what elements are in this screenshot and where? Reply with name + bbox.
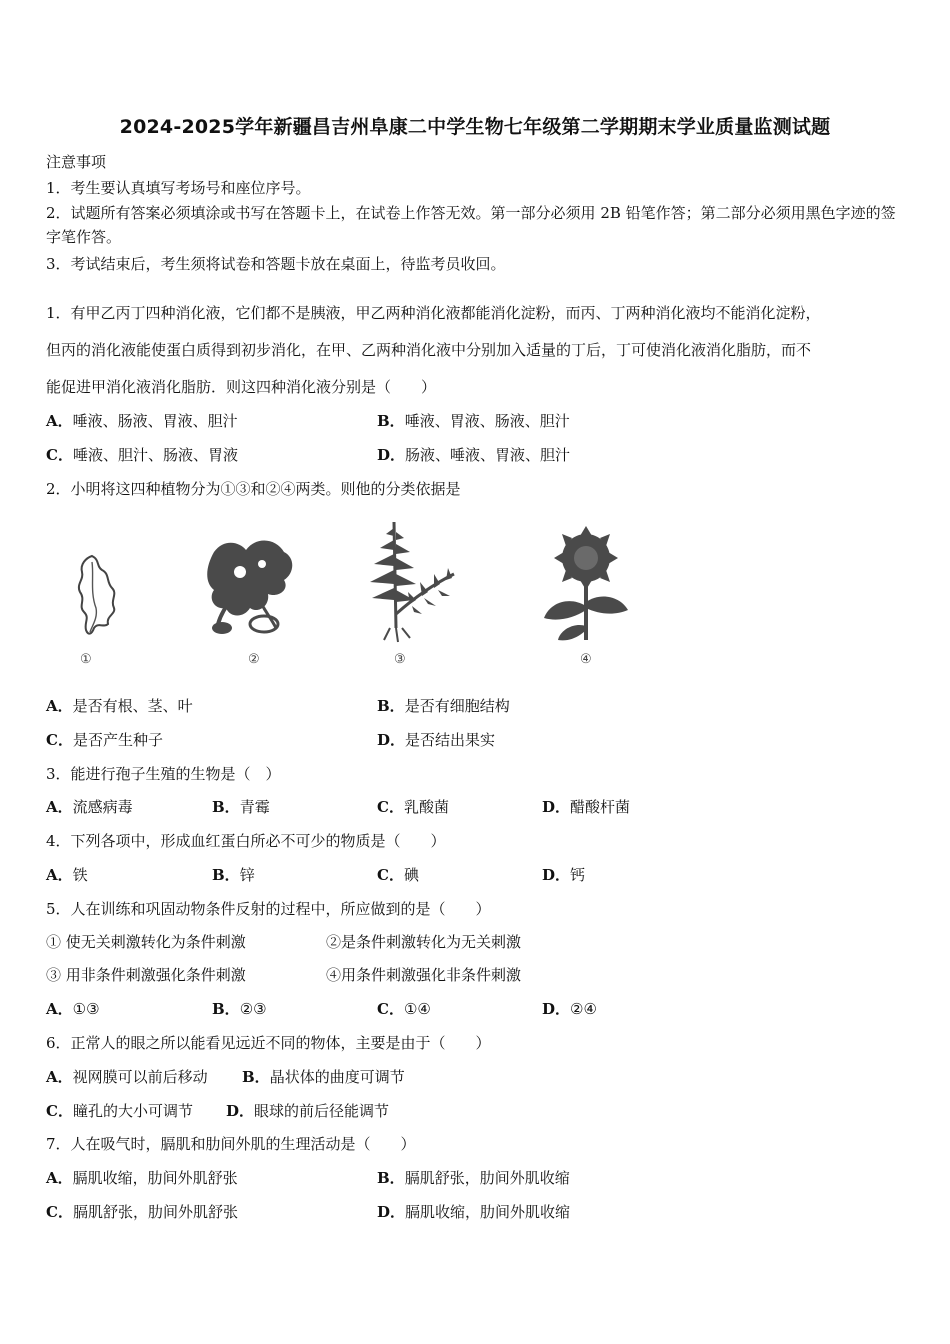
option-letter: B． bbox=[212, 1000, 240, 1018]
option-text: 视网膜可以前后移动 bbox=[72, 1068, 208, 1086]
plant-label-3: ③ bbox=[394, 652, 406, 667]
notice-item-1: 1．考生要认真填写考场号和座位序号。 bbox=[46, 179, 311, 197]
q5-statement-2: ②是条件刺激转化为无关刺激 bbox=[326, 933, 522, 951]
q3-option-d[interactable] bbox=[542, 796, 630, 817]
q1-option-b[interactable] bbox=[377, 410, 570, 431]
option-letter: C． bbox=[46, 1102, 73, 1120]
notice-heading: 注意事项 bbox=[46, 153, 107, 171]
q2-option-c[interactable] bbox=[46, 729, 163, 750]
option-letter: C． bbox=[377, 1000, 404, 1018]
option-text: 是否有细胞结构 bbox=[404, 697, 510, 715]
q2-option-d[interactable] bbox=[377, 729, 495, 750]
option-letter: C． bbox=[377, 798, 404, 816]
option-text: 膈肌舒张，肋间外肌舒张 bbox=[72, 1203, 238, 1221]
option-text: 流感病毒 bbox=[72, 798, 133, 816]
option-letter: A． bbox=[46, 1000, 73, 1018]
q5-statement-4: ④用条件刺激强化非条件刺激 bbox=[326, 966, 522, 984]
page-title: 2024-2025学年新疆昌吉州阜康二中学生物七年级第二学期期末学业质量监测试题 bbox=[119, 116, 831, 138]
option-text: 铁 bbox=[72, 866, 88, 884]
option-text: 晶状体的曲度可调节 bbox=[269, 1068, 405, 1086]
option-letter: B． bbox=[377, 697, 405, 715]
option-letter: D． bbox=[226, 1102, 255, 1120]
q6-option-a[interactable] bbox=[46, 1066, 208, 1087]
q1-option-a[interactable] bbox=[46, 410, 238, 431]
option-text: 青霉 bbox=[239, 798, 270, 816]
q4-stem: 4．下列各项中，形成血红蛋白所必不可少的物质是（ ） bbox=[46, 832, 446, 850]
q7-option-a[interactable] bbox=[46, 1167, 238, 1188]
option-letter: D． bbox=[542, 1000, 571, 1018]
q2-option-b[interactable] bbox=[377, 695, 510, 716]
option-text: 唾液、肠液、胃液、胆汁 bbox=[72, 412, 238, 430]
option-letter: A． bbox=[46, 1169, 73, 1187]
option-text: 钙 bbox=[570, 866, 586, 884]
notice-item-2: 2．试题所有答案必须填涂或书写在答题卡上，在试卷上作答无效。第一部分必须用 2B 铅笔作答；第二部分必须用黑色字迹的签字笔作答。 bbox=[46, 204, 896, 246]
q5-option-b[interactable] bbox=[212, 998, 267, 1019]
q7-option-c[interactable] bbox=[46, 1201, 238, 1222]
q1-stem-line-2: 但丙的消化液能使蛋白质得到初步消化，在甲、乙两种消化液中分别加入适量的丁后，丁可使消化液消化脂肪，而不 bbox=[46, 341, 812, 359]
option-letter: C． bbox=[377, 866, 404, 884]
q1-option-c[interactable] bbox=[46, 444, 238, 465]
plant-label-4: ④ bbox=[580, 652, 592, 667]
option-letter: B． bbox=[242, 1068, 270, 1086]
option-letter: D． bbox=[542, 798, 571, 816]
option-text: ②③ bbox=[239, 1000, 267, 1018]
q5-option-a[interactable] bbox=[46, 998, 100, 1019]
q6-option-d[interactable] bbox=[226, 1100, 389, 1121]
option-text: 膈肌收缩，肋间外肌舒张 bbox=[72, 1169, 238, 1187]
plant-label-1: ① bbox=[80, 652, 92, 667]
option-text: 是否结出果实 bbox=[405, 731, 496, 749]
option-letter: C． bbox=[46, 446, 73, 464]
option-letter: D． bbox=[377, 731, 406, 749]
plant-figure bbox=[60, 512, 680, 680]
q2-option-a[interactable] bbox=[46, 695, 193, 716]
option-letter: A． bbox=[46, 412, 73, 430]
option-letter: D． bbox=[377, 446, 406, 464]
fern-plant-icon bbox=[350, 518, 470, 644]
q7-stem: 7．人在吸气时，膈肌和肋间外肌的生理活动是（ ） bbox=[46, 1135, 416, 1153]
option-letter: B． bbox=[377, 412, 405, 430]
option-text: 是否有根、茎、叶 bbox=[72, 697, 193, 715]
option-text: 碘 bbox=[403, 866, 419, 884]
option-letter: C． bbox=[46, 1203, 73, 1221]
q3-option-a[interactable] bbox=[46, 796, 133, 817]
option-text: 是否产生种子 bbox=[72, 731, 163, 749]
q5-option-d[interactable] bbox=[542, 998, 597, 1019]
q4-option-a[interactable] bbox=[46, 864, 88, 885]
q3-stem: 3．能进行孢子生殖的生物是（ ） bbox=[46, 765, 281, 783]
option-letter: A． bbox=[46, 798, 73, 816]
option-letter: C． bbox=[46, 731, 73, 749]
option-letter: A． bbox=[46, 697, 73, 715]
option-text: 眼球的前后径能调节 bbox=[254, 1102, 390, 1120]
q7-option-d[interactable] bbox=[377, 1201, 570, 1222]
q1-stem-line-3: 能促进甲消化液消化脂肪．则这四种消化液分别是（ ） bbox=[46, 378, 437, 396]
q6-option-c[interactable] bbox=[46, 1100, 193, 1121]
option-letter: D． bbox=[542, 866, 571, 884]
q6-stem: 6．正常人的眼之所以能看见远近不同的物体，主要是由于（ ） bbox=[46, 1034, 491, 1052]
option-letter: B． bbox=[212, 798, 240, 816]
q2-stem: 2．小明将这四种植物分为①③和②④两类。则他的分类依据是 bbox=[46, 480, 461, 498]
option-text: 醋酸杆菌 bbox=[570, 798, 631, 816]
q5-option-c[interactable] bbox=[377, 998, 431, 1019]
q3-option-b[interactable] bbox=[212, 796, 270, 817]
option-text: 肠液、唾液、胃液、胆汁 bbox=[405, 446, 571, 464]
option-letter: A． bbox=[46, 1068, 73, 1086]
sunflower-plant-icon bbox=[540, 522, 636, 646]
q4-option-c[interactable] bbox=[377, 864, 419, 885]
q7-option-b[interactable] bbox=[377, 1167, 570, 1188]
q5-stem: 5．人在训练和巩固动物条件反射的过程中，所应做到的是（ ） bbox=[46, 900, 491, 918]
moss-plant-icon bbox=[200, 532, 300, 642]
q5-statement-1: ① 使无关刺激转化为条件刺激 bbox=[46, 933, 246, 951]
q4-option-b[interactable] bbox=[212, 864, 255, 885]
q1-option-d[interactable] bbox=[377, 444, 570, 465]
option-letter: B． bbox=[377, 1169, 405, 1187]
option-text: 乳酸菌 bbox=[403, 798, 449, 816]
seaweed-plant-icon bbox=[70, 552, 126, 640]
option-text: ①③ bbox=[72, 1000, 100, 1018]
option-text: ①④ bbox=[403, 1000, 431, 1018]
q1-stem-line-1: 1．有甲乙丙丁四种消化液，它们都不是胰液，甲乙两种消化液都能消化淀粉，而丙、丁两种消化液均不能消化淀粉， bbox=[46, 304, 821, 322]
option-text: 膈肌收缩，肋间外肌收缩 bbox=[405, 1203, 571, 1221]
option-text: ②④ bbox=[570, 1000, 597, 1018]
option-text: 瞳孔的大小可调节 bbox=[72, 1102, 193, 1120]
q6-option-b[interactable] bbox=[242, 1066, 405, 1087]
option-letter: B． bbox=[212, 866, 240, 884]
option-text: 唾液、胆汁、肠液、胃液 bbox=[72, 446, 238, 464]
option-letter: A． bbox=[46, 866, 73, 884]
option-text: 膈肌舒张，肋间外肌收缩 bbox=[404, 1169, 570, 1187]
plant-label-2: ② bbox=[248, 652, 260, 667]
notice-item-3: 3．考试结束后，考生须将试卷和答题卡放在桌面上，待监考员收回。 bbox=[46, 255, 506, 273]
q3-option-c[interactable] bbox=[377, 796, 449, 817]
option-text: 锌 bbox=[239, 866, 255, 884]
q4-option-d[interactable] bbox=[542, 864, 585, 885]
option-letter: D． bbox=[377, 1203, 406, 1221]
q5-statement-3: ③ 用非条件刺激强化条件刺激 bbox=[46, 966, 246, 984]
option-text: 唾液、胃液、肠液、胆汁 bbox=[404, 412, 570, 430]
